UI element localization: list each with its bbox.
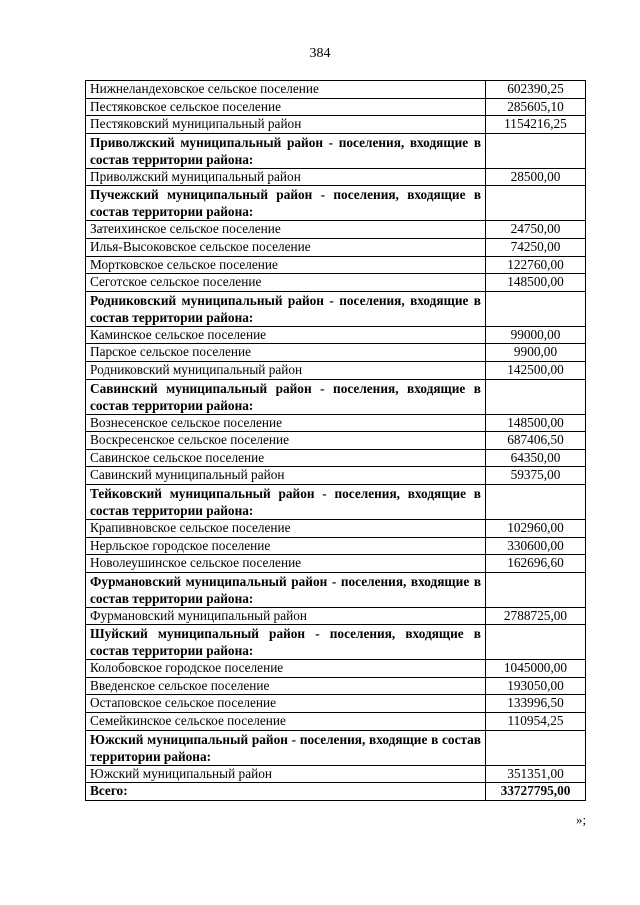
municipality-name: Приволжский муниципальный район - поселения, входящие в состав территории района: bbox=[86, 133, 486, 168]
allocation-amount bbox=[486, 133, 586, 168]
table-row bbox=[86, 344, 586, 362]
district-header-row bbox=[86, 625, 586, 660]
district-header-row bbox=[86, 133, 586, 168]
allocation-amount: 133996,50 bbox=[486, 695, 586, 713]
municipality-name: Вознесенское сельское поселение bbox=[86, 414, 486, 432]
table-row bbox=[86, 449, 586, 467]
allocation-amount: 2788725,00 bbox=[486, 607, 586, 625]
district-header-row bbox=[86, 730, 586, 765]
allocation-amount: 1154216,25 bbox=[486, 116, 586, 134]
municipality-name: Семейкинское сельское поселение bbox=[86, 713, 486, 731]
municipality-name: Воскресенское сельское поселение bbox=[86, 432, 486, 450]
district-header-row bbox=[86, 484, 586, 519]
municipality-name: Шуйский муниципальный район - поселения, входящие в состав территории района: bbox=[86, 625, 486, 660]
district-header-row bbox=[86, 379, 586, 414]
allocation-amount: 59375,00 bbox=[486, 467, 586, 485]
district-header-row bbox=[86, 291, 586, 326]
table-row bbox=[86, 116, 586, 134]
table-row bbox=[86, 519, 586, 537]
allocation-amount: 687406,50 bbox=[486, 432, 586, 450]
table-row bbox=[86, 432, 586, 450]
table-row bbox=[86, 274, 586, 292]
table-row bbox=[86, 695, 586, 713]
table-row bbox=[86, 677, 586, 695]
closing-quote-mark: »; bbox=[576, 812, 587, 827]
district-header-row bbox=[86, 572, 586, 607]
allocation-table-body bbox=[86, 81, 586, 801]
total-label: Всего: bbox=[86, 783, 486, 801]
table-row bbox=[86, 168, 586, 186]
allocation-amount: 28500,00 bbox=[486, 168, 586, 186]
municipality-name: Нижнеландеховское сельское поселение bbox=[86, 81, 486, 99]
municipality-name: Остаповское сельское поселение bbox=[86, 695, 486, 713]
table-row bbox=[86, 660, 586, 678]
allocation-amount: 193050,00 bbox=[486, 677, 586, 695]
municipality-name: Тейковский муниципальный район - поселения, входящие в состав территории района: bbox=[86, 484, 486, 519]
allocation-amount: 102960,00 bbox=[486, 519, 586, 537]
municipality-name: Парское сельское поселение bbox=[86, 344, 486, 362]
allocation-amount bbox=[486, 484, 586, 519]
allocation-amount: 9900,00 bbox=[486, 344, 586, 362]
municipality-name: Пестяковское сельское поселение bbox=[86, 98, 486, 116]
municipality-name: Савинское сельское поселение bbox=[86, 449, 486, 467]
allocation-amount: 330600,00 bbox=[486, 537, 586, 555]
municipality-name: Сеготское сельское поселение bbox=[86, 274, 486, 292]
municipality-name: Илья-Высоковское сельское поселение bbox=[86, 238, 486, 256]
table-row bbox=[86, 256, 586, 274]
allocation-amount: 142500,00 bbox=[486, 361, 586, 379]
allocation-amount: 24750,00 bbox=[486, 221, 586, 239]
municipality-name: Савинский муниципальный район - поселения, входящие в состав территории района: bbox=[86, 379, 486, 414]
municipality-name: Пестяковский муниципальный район bbox=[86, 116, 486, 134]
table-row bbox=[86, 607, 586, 625]
municipality-name: Савинский муниципальный район bbox=[86, 467, 486, 485]
allocation-amount: 110954,25 bbox=[486, 713, 586, 731]
allocation-amount: 602390,25 bbox=[486, 81, 586, 99]
municipality-name: Введенское сельское поселение bbox=[86, 677, 486, 695]
allocation-amount: 285605,10 bbox=[486, 98, 586, 116]
municipality-name: Южский муниципальный район - поселения, входящие в состав территории района: bbox=[86, 730, 486, 765]
allocation-amount: 99000,00 bbox=[486, 326, 586, 344]
municipality-name: Мортковское сельское поселение bbox=[86, 256, 486, 274]
table-row bbox=[86, 238, 586, 256]
municipality-name: Нерльское городское поселение bbox=[86, 537, 486, 555]
allocation-amount bbox=[486, 379, 586, 414]
municipality-name: Южский муниципальный район bbox=[86, 765, 486, 783]
table-row bbox=[86, 326, 586, 344]
table-row bbox=[86, 713, 586, 731]
municipality-name: Родниковский муниципальный район bbox=[86, 361, 486, 379]
allocation-amount: 148500,00 bbox=[486, 274, 586, 292]
district-header-row bbox=[86, 186, 586, 221]
table-row bbox=[86, 361, 586, 379]
allocation-amount: 74250,00 bbox=[486, 238, 586, 256]
municipality-name: Затеихинское сельское поселение bbox=[86, 221, 486, 239]
page-number: 384 bbox=[309, 46, 331, 61]
municipality-name: Родниковский муниципальный район - поселения, входящие в состав территории района: bbox=[86, 291, 486, 326]
allocation-amount bbox=[486, 572, 586, 607]
table-row bbox=[86, 414, 586, 432]
allocation-table bbox=[85, 80, 586, 801]
allocation-amount: 1045000,00 bbox=[486, 660, 586, 678]
allocation-amount bbox=[486, 186, 586, 221]
allocation-amount: 162696,60 bbox=[486, 555, 586, 573]
table-row bbox=[86, 81, 586, 99]
total-row bbox=[86, 783, 586, 801]
municipality-name: Фурмановский муниципальный район bbox=[86, 607, 486, 625]
allocation-amount bbox=[486, 291, 586, 326]
municipality-name: Колобовское городское поселение bbox=[86, 660, 486, 678]
table-row bbox=[86, 98, 586, 116]
municipality-name: Приволжский муниципальный район bbox=[86, 168, 486, 186]
table-row bbox=[86, 221, 586, 239]
table-row bbox=[86, 765, 586, 783]
municipality-name: Пучежский муниципальный район - поселения, входящие в состав территории района: bbox=[86, 186, 486, 221]
municipality-name: Фурмановский муниципальный район - поселения, входящие в состав территории района: bbox=[86, 572, 486, 607]
allocation-amount: 122760,00 bbox=[486, 256, 586, 274]
allocation-amount: 148500,00 bbox=[486, 414, 586, 432]
total-amount: 33727795,00 bbox=[486, 783, 586, 801]
allocation-amount bbox=[486, 625, 586, 660]
municipality-name: Новолеушинское сельское поселение bbox=[86, 555, 486, 573]
allocation-amount bbox=[486, 730, 586, 765]
table-row bbox=[86, 555, 586, 573]
municipality-name: Каминское сельское поселение bbox=[86, 326, 486, 344]
allocation-amount: 351351,00 bbox=[486, 765, 586, 783]
allocation-amount: 64350,00 bbox=[486, 449, 586, 467]
municipality-name: Крапивновское сельское поселение bbox=[86, 519, 486, 537]
table-row bbox=[86, 467, 586, 485]
table-row bbox=[86, 537, 586, 555]
